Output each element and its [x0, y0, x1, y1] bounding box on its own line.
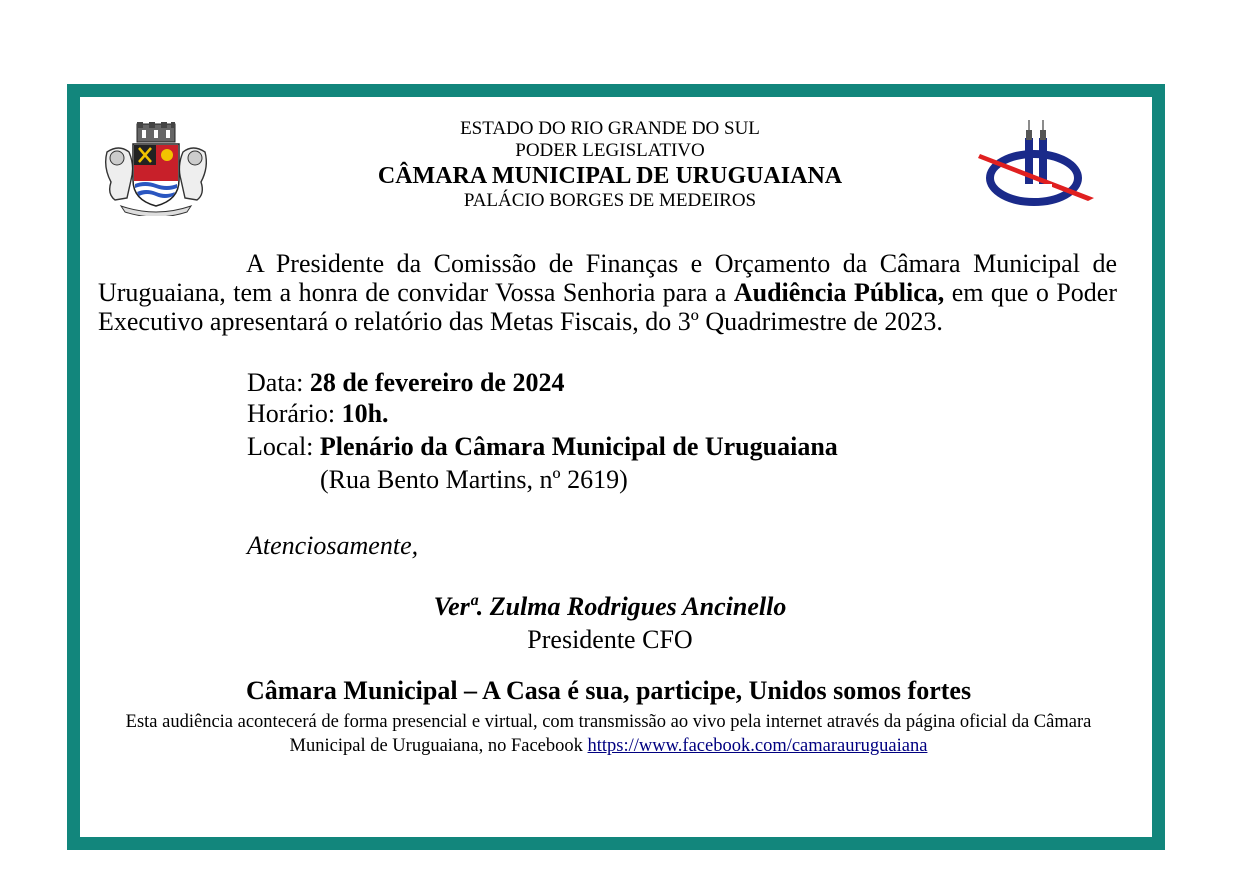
place-value: Plenário da Câmara Municipal de Uruguaiana — [319, 432, 838, 461]
closing: Atenciosamente, — [247, 531, 419, 560]
signatory-role: Presidente CFO — [527, 625, 693, 654]
invitation-text-bold: Audiência Pública, — [733, 278, 945, 307]
slogan: Câmara Municipal – A Casa é sua, participe, Unidos somos fortes — [245, 676, 972, 705]
invitation-paragraph — [98, 249, 1117, 336]
camara-logo-icon — [976, 118, 1098, 208]
place-line — [247, 432, 838, 462]
power-name: PODER LEGISLATIVO — [515, 140, 705, 161]
signatory-name: Verª. Zulma Rodrigues Ancinello — [433, 592, 787, 621]
time-label: Horário: — [247, 399, 342, 428]
facebook-link[interactable]: https://www.facebook.com/camarauruguaiana — [587, 736, 928, 756]
date-value: 28 de fevereiro de 2024 — [309, 368, 565, 397]
chamber-name: CÂMARA MUNICIPAL DE URUGUAIANA — [377, 163, 843, 189]
date-label: Data: — [247, 368, 310, 397]
broadcast-note-text: Esta audiência acontecerá de forma presencial e virtual, com transmissão ao vivo pela internet através da página oficial da Câmara Municipal de Uruguaiana, no Facebook — [125, 712, 1092, 756]
state-name: ESTADO DO RIO GRANDE DO SUL — [460, 118, 760, 139]
date-line — [247, 368, 564, 398]
palace-name: PALÁCIO BORGES DE MEDEIROS — [463, 190, 757, 211]
invitation-text-start: A Presidente da Comissão de Finanças e Orçamento da Câmara Municipal de Uruguaiana, tem a honra de convidar Vossa Senhoria para a — [98, 249, 1117, 307]
invitation-text-end: em que o Poder Executivo apresentará o relatório das Metas Fiscais, do 3º Quadrimestre de 2023. — [98, 278, 1117, 336]
place-label: Local: — [247, 432, 320, 461]
time-line — [247, 399, 389, 429]
broadcast-note — [96, 710, 1121, 758]
letterhead — [300, 118, 920, 212]
time-value: 10h. — [341, 399, 389, 428]
address-line: (Rua Bento Martins, nº 2619) — [320, 465, 628, 494]
coat-of-arms-icon — [101, 122, 211, 216]
